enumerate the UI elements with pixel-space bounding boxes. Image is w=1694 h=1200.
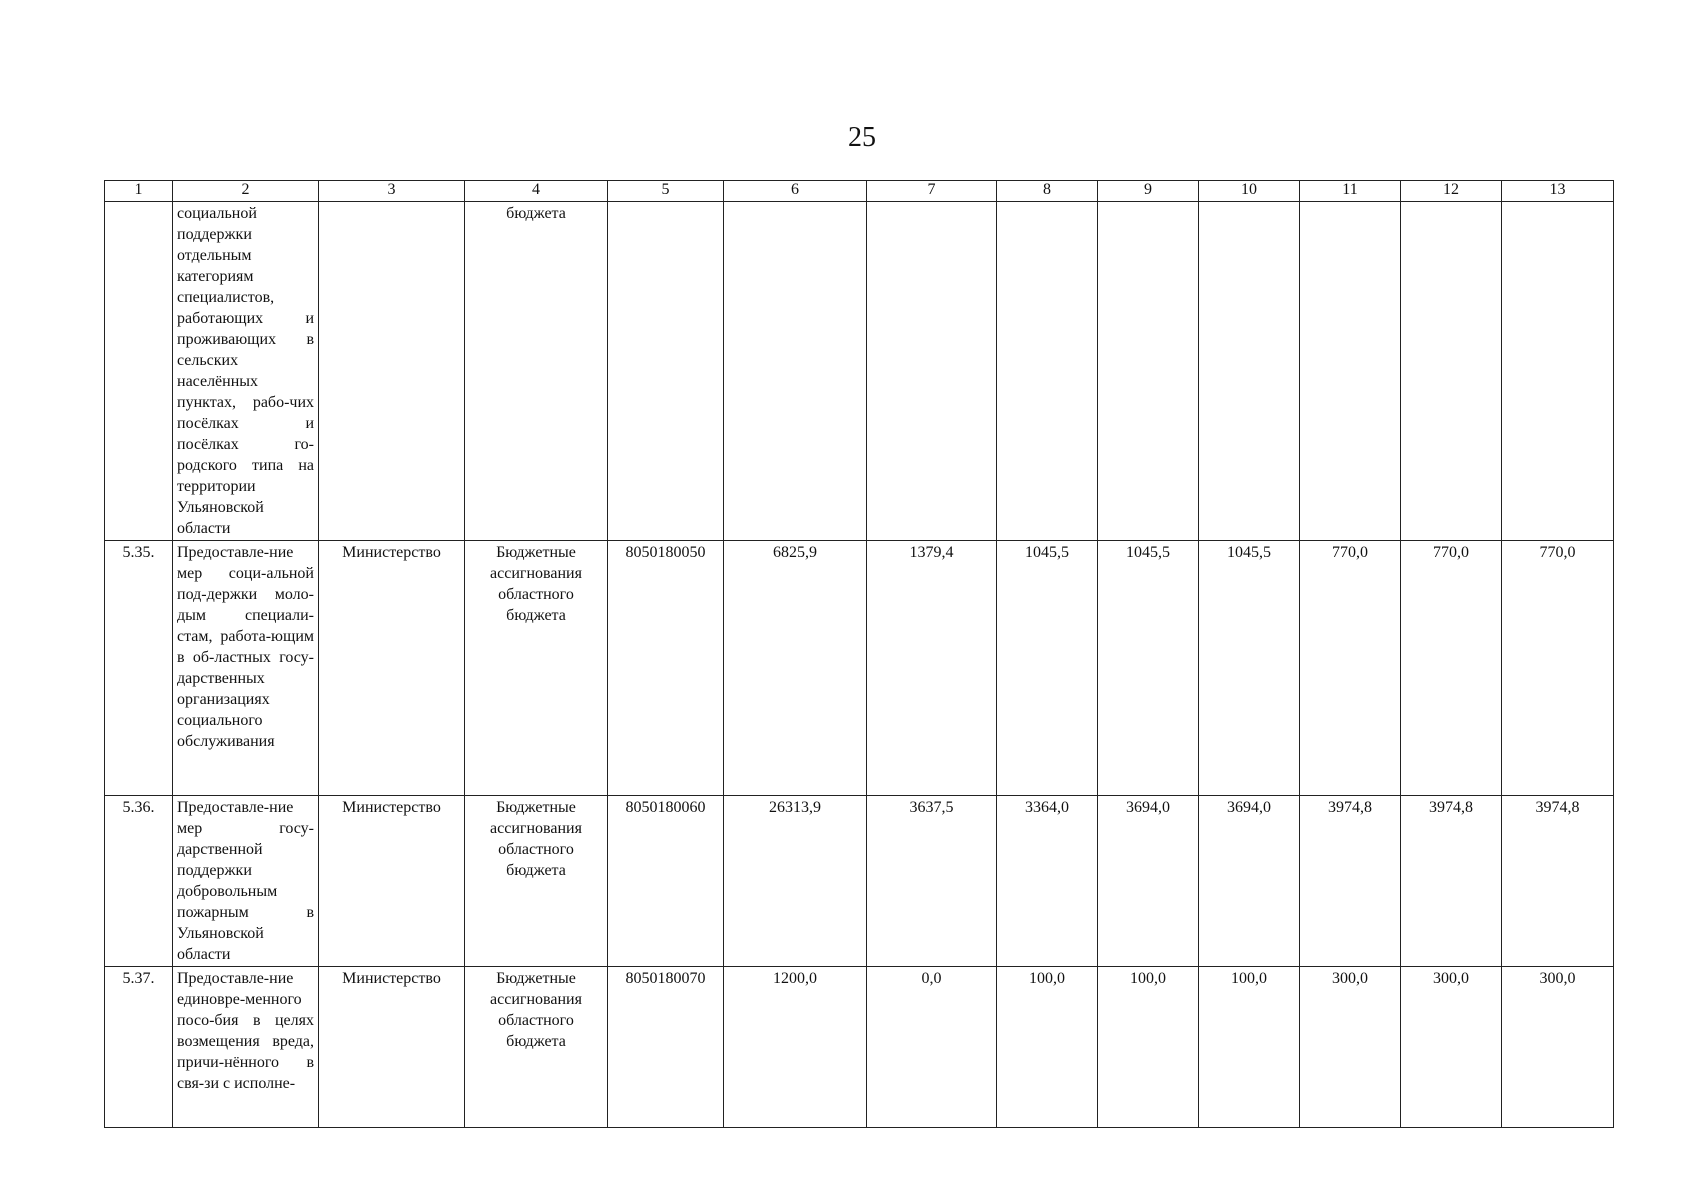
value-cell: [867, 202, 997, 541]
value-cell: 1045,5: [1199, 541, 1300, 796]
value-cell: [1401, 202, 1502, 541]
value-cell: 3364,0: [997, 796, 1098, 967]
funding-source: Бюджетные ассигнования областного бюджета: [465, 541, 608, 796]
value-cell: 1045,5: [1098, 541, 1199, 796]
column-header: 6: [724, 181, 867, 202]
funding-source: Бюджетные ассигнования областного бюджета: [465, 967, 608, 1128]
budget-code: 8050180070: [608, 967, 724, 1128]
value-cell: 3694,0: [1199, 796, 1300, 967]
column-header: 11: [1300, 181, 1401, 202]
column-header: 9: [1098, 181, 1199, 202]
table-row: [105, 796, 1614, 967]
value-cell: 770,0: [1300, 541, 1401, 796]
page-number: 25: [848, 122, 876, 153]
executor: Министерство: [319, 796, 465, 967]
column-header: 13: [1502, 181, 1614, 202]
column-header: 3: [319, 181, 465, 202]
funding-source: бюджета: [465, 202, 608, 541]
value-cell: 300,0: [1300, 967, 1401, 1128]
budget-code: 8050180060: [608, 796, 724, 967]
column-header: 1: [105, 181, 173, 202]
column-header: 8: [997, 181, 1098, 202]
value-cell: 100,0: [997, 967, 1098, 1128]
value-cell: 3974,8: [1300, 796, 1401, 967]
column-header: 4: [465, 181, 608, 202]
value-cell: [1098, 202, 1199, 541]
value-cell: 3694,0: [1098, 796, 1199, 967]
value-cell: [1300, 202, 1401, 541]
header-row: [105, 181, 1614, 202]
budget-code: [608, 202, 724, 541]
row-number: 5.36.: [105, 796, 173, 967]
executor: Министерство: [319, 541, 465, 796]
value-cell: 1045,5: [997, 541, 1098, 796]
value-cell: 6825,9: [724, 541, 867, 796]
measure-name: социальной поддержки отдельным категориям специалистов, работающих и проживающих в сельских населённых пунктах, рабо-чих посёлках и посёлках го-родского типа на территории Ульяновской области: [173, 202, 319, 541]
value-cell: 1379,4: [867, 541, 997, 796]
column-header: 2: [173, 181, 319, 202]
value-cell: [1502, 202, 1614, 541]
column-header: 7: [867, 181, 997, 202]
value-cell: [1199, 202, 1300, 541]
table-row: [105, 541, 1614, 796]
executor: Министерство: [319, 967, 465, 1128]
budget-code: 8050180050: [608, 541, 724, 796]
value-cell: 300,0: [1502, 967, 1614, 1128]
row-number: 5.37.: [105, 967, 173, 1128]
row-number: 5.35.: [105, 541, 173, 796]
column-header: 5: [608, 181, 724, 202]
value-cell: 0,0: [867, 967, 997, 1128]
measure-name: Предоставле-ние мер соци-альной под-держки моло-дым специали-стам, работа-ющим в об-ластных госу-дарственных организациях социального обслуживания: [173, 541, 319, 796]
value-cell: [724, 202, 867, 541]
value-cell: 100,0: [1199, 967, 1300, 1128]
row-number: [105, 202, 173, 541]
funding-source: Бюджетные ассигнования областного бюджета: [465, 796, 608, 967]
value-cell: 3974,8: [1502, 796, 1614, 967]
column-header: 12: [1401, 181, 1502, 202]
column-header: 10: [1199, 181, 1300, 202]
value-cell: 1200,0: [724, 967, 867, 1128]
value-cell: 3637,5: [867, 796, 997, 967]
value-cell: 770,0: [1401, 541, 1502, 796]
value-cell: 770,0: [1502, 541, 1614, 796]
table-row: [105, 202, 1614, 541]
measure-name: Предоставле-ние единовре-менного посо-бия в целях возмещения вреда, причи-нённого в свя-зи с исполне-: [173, 967, 319, 1128]
value-cell: 300,0: [1401, 967, 1502, 1128]
value-cell: 3974,8: [1401, 796, 1502, 967]
value-cell: [997, 202, 1098, 541]
measure-name: Предоставле-ние мер госу-дарственной поддержки добровольным пожарным в Ульяновской области: [173, 796, 319, 967]
value-cell: 26313,9: [724, 796, 867, 967]
budget-table: [104, 180, 1614, 1128]
table-row: [105, 967, 1614, 1128]
executor: [319, 202, 465, 541]
value-cell: 100,0: [1098, 967, 1199, 1128]
